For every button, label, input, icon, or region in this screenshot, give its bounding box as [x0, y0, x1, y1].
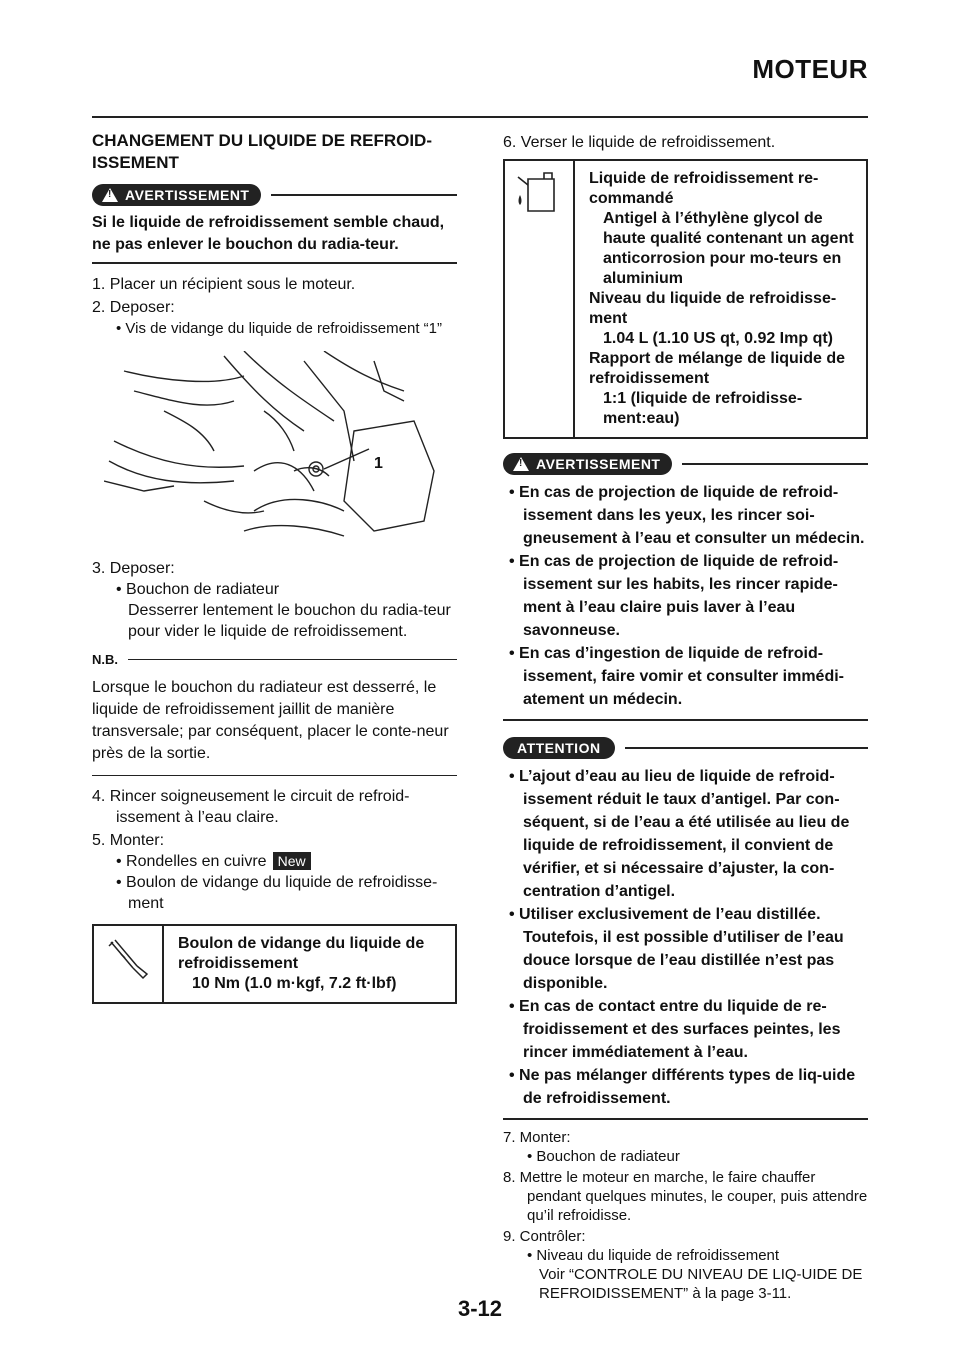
step-3: 3. Deposer: [92, 560, 175, 577]
warning-rule-2 [682, 463, 868, 465]
new-badge: New [273, 852, 311, 870]
warning-item: • En cas de projection de liquide de refroid-issement dans les yeux, les rincer soi-gneusement à l’eau et consulter un médecin. [509, 484, 865, 547]
warning-badge-2 [503, 453, 672, 475]
coolant-spec-body [575, 161, 866, 437]
step-9-ref: Voir “CONTROLE DU NIVEAU DE LIQ-UIDE DE REFROIDISSEMENT” à la page 3-11. [539, 1266, 863, 1302]
nb-label: N.B. [92, 652, 118, 667]
nb-text: Lorsque le bouchon du radiateur est desserré, le liquide de refroidissement jaillit de manière transversale; par conséquent, placer le conte-neur près de la sortie. [92, 677, 457, 776]
section-title: CHANGEMENT DU LIQUIDE DE REFROID-ISSEMENT [92, 131, 432, 172]
warning-header-2 [503, 453, 868, 475]
drain-bolt-illustration [104, 351, 449, 541]
step-5: 5. Monter: [92, 832, 165, 849]
torque-spec-title: Boulon de vidange du liquide de refroidissement [178, 935, 425, 972]
step-5-item-1-text: • Rondelles en cuivre [116, 853, 267, 870]
level-title: Niveau du liquide de refroidisse-ment [589, 290, 837, 327]
coolant-spec-box [503, 159, 868, 439]
warning-icon [513, 457, 529, 471]
right-column [503, 130, 868, 1303]
attention-item: • Utiliser exclusivement de l’eau distillée. Toutefois, il est possible d’utiliser de l’eau douce lorsque de l’eau distillée n’est pas disponible. [509, 906, 844, 992]
step-7-item: • Bouchon de radiateur [527, 1148, 680, 1165]
attention-list [503, 765, 868, 1120]
step-3-item: • Bouchon de radiateur [116, 581, 280, 598]
attention-badge: ATTENTION [503, 737, 615, 759]
warning-icon [102, 188, 118, 202]
page-header-title: MOTEUR [752, 54, 868, 84]
step-5-item-2: • Boulon de vidange du liquide de refroidisse-ment [116, 874, 438, 912]
step-2-item: • Vis de vidange du liquide de refroidissement “1” [116, 320, 442, 337]
ratio-value: 1:1 (liquide de refroidisse-ment:eau) [603, 390, 803, 427]
torque-wrench-icon [94, 926, 164, 1002]
nb-header [92, 652, 457, 667]
attention-header [503, 737, 868, 759]
warning-list [503, 481, 868, 721]
step-2: 2. Deposer: [92, 299, 175, 316]
coolant-title: Liquide de refroidissement re-commandé [589, 170, 819, 207]
step-9-item: • Niveau du liquide de refroidissement [527, 1247, 780, 1264]
nb-rule [128, 659, 457, 660]
step-3-note: Desserrer lentement le bouchon du radia-teur pour vider le liquide de refroidissement. [128, 602, 451, 640]
warning-header [92, 184, 457, 206]
warning-label-2: AVERTISSEMENT [536, 456, 661, 472]
step-6: 6. Verser le liquide de refroidissement. [503, 134, 776, 151]
attention-rule [625, 747, 868, 749]
step-4: 4. Rincer soigneusement le circuit de refroid-issement à l’eau claire. [92, 788, 410, 826]
step-1: 1. Placer un récipient sous le moteur. [92, 276, 356, 293]
step-8: 8. Mettre le moteur en marche, le faire chauffer pendant quelques minutes, le couper, puis attendre qu’il refroidisse. [503, 1169, 868, 1224]
warning-rule [271, 194, 457, 196]
step-5-item-1 [92, 851, 457, 872]
attention-item: • Ne pas mélanger différents types de liq-uide de refroidissement. [509, 1067, 856, 1107]
coolant-desc: Antigel à l’éthylène glycol de haute qualité contenant un agent anticorrosion pour mo-teurs en aluminium [603, 210, 854, 287]
left-column [92, 130, 457, 1004]
level-value: 1.04 L (1.10 US qt, 0.92 Imp qt) [603, 330, 833, 347]
page-number: 3-12 [457, 1296, 503, 1321]
attention-item: • L’ajout d’eau au lieu de liquide de refroid-issement réduit le taux d’antigel. Par con-séquent, si de l’eau a été utilisée au lieu de liquide de refroidissement, il convient de vérifier, et si nécessaire d’ajuster, la con-centration d’antigel. [509, 768, 850, 900]
photo-callout: 1 [374, 455, 383, 472]
attention-item: • En cas de contact entre du liquide de re-froidissement et des surfaces peintes, les rincer immédiatement à l’eau. [509, 998, 841, 1061]
warning-text: Si le liquide de refroidissement semble chaud, ne pas enlever le bouchon du radia-teur. [92, 212, 457, 264]
step-9: 9. Contrôler: [503, 1228, 586, 1245]
torque-spec-body [164, 926, 455, 1002]
step-7: 7. Monter: [503, 1129, 571, 1146]
torque-spec-box [92, 924, 457, 1004]
ratio-title: Rapport de mélange de liquide de refroidissement [589, 350, 846, 387]
warning-badge [92, 184, 261, 206]
warning-item: • En cas d’ingestion de liquide de refroid-issement, faire vomir et consulter immédi-atement un médecin. [509, 645, 844, 708]
coolant-can-icon [505, 161, 575, 437]
warning-label: AVERTISSEMENT [125, 187, 250, 203]
torque-spec-value: 10 Nm (1.0 m·kgf, 7.2 ft·lbf) [192, 975, 397, 992]
header-rule [92, 116, 868, 118]
warning-item: • En cas de projection de liquide de refroid-issement sur les habits, les rincer rapide-ment à l’eau claire puis laver à l’eau savonneuse. [509, 553, 839, 639]
